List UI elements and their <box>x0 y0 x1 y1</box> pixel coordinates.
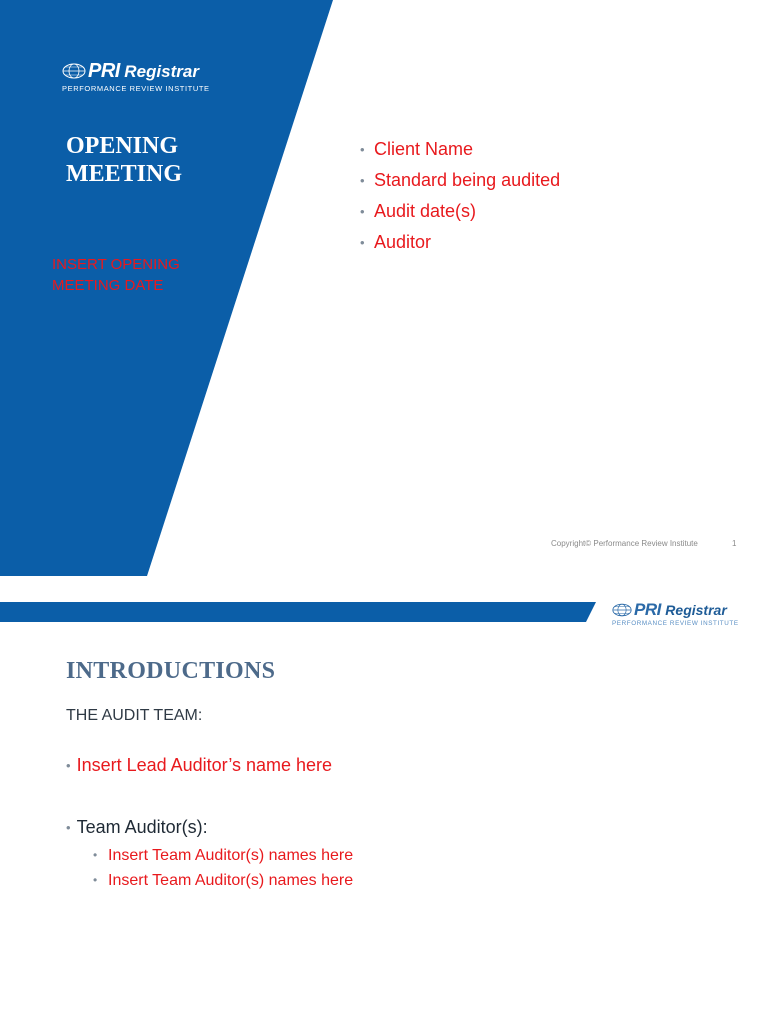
lead-auditor-bullet <box>66 755 332 776</box>
sub-bullet-item <box>93 868 353 893</box>
bullet-text: Standard being audited <box>374 170 561 190</box>
meeting-date-placeholder <box>52 254 252 296</box>
bullet-dot-icon: • <box>93 848 98 862</box>
logo-mark: PRI <box>634 600 661 619</box>
bullet-dot-icon: • <box>66 758 71 773</box>
bullet-item <box>360 196 560 227</box>
bullet-text: Auditor <box>374 232 432 252</box>
logo-tagline: PERFORMANCE REVIEW INSTITUTE <box>62 84 210 93</box>
bullet-text: Client Name <box>374 139 474 159</box>
team-auditors-sublist <box>93 843 353 893</box>
logo-tagline: PERFORMANCE REVIEW INSTITUTE <box>612 620 739 627</box>
sub-bullet-text: Insert Team Auditor(s) names here <box>108 872 354 889</box>
bullet-item <box>360 165 560 196</box>
bullet-dot-icon: • <box>360 173 365 188</box>
meeting-date-line-2: MEETING DATE <box>52 277 164 294</box>
logo-wordmark: Registrar <box>665 602 727 618</box>
slide-2-subtitle: THE AUDIT TEAM: <box>66 707 203 724</box>
team-auditors-text: Team Auditor(s): <box>76 817 208 837</box>
globe-icon <box>62 63 86 79</box>
slide-1-title <box>66 132 266 188</box>
bullet-dot-icon: • <box>360 142 365 157</box>
team-auditors-bullet <box>66 817 208 838</box>
bullet-text: Audit date(s) <box>374 201 477 221</box>
bullet-dot-icon: • <box>66 820 71 835</box>
bullet-item <box>360 227 560 258</box>
slide-1-title-line-1: OPENING <box>66 133 179 159</box>
bullet-item <box>360 134 560 165</box>
slide-1-bullet-list <box>360 134 560 258</box>
lead-auditor-text: Insert Lead Auditor’s name here <box>76 755 333 775</box>
slide-2 <box>0 576 768 1024</box>
footer-copyright: Copyright© Performance Review Institute <box>551 539 698 548</box>
slide-2-title: INTRODUCTIONS <box>66 658 276 684</box>
pri-registrar-logo <box>612 600 739 627</box>
bullet-dot-icon: • <box>93 873 98 887</box>
sub-bullet-item <box>93 843 353 868</box>
slide-1-title-line-2: MEETING <box>66 161 183 187</box>
footer-page-number: 1 <box>732 539 737 548</box>
pri-registrar-logo <box>62 60 210 93</box>
globe-icon <box>612 603 632 617</box>
sub-bullet-text: Insert Team Auditor(s) names here <box>108 847 354 864</box>
bullet-dot-icon: • <box>360 204 365 219</box>
logo-wordmark: Registrar <box>124 62 199 81</box>
bullet-dot-icon: • <box>360 235 365 250</box>
meeting-date-line-1: INSERT OPENING <box>52 256 180 273</box>
logo-mark: PRI <box>88 60 120 82</box>
